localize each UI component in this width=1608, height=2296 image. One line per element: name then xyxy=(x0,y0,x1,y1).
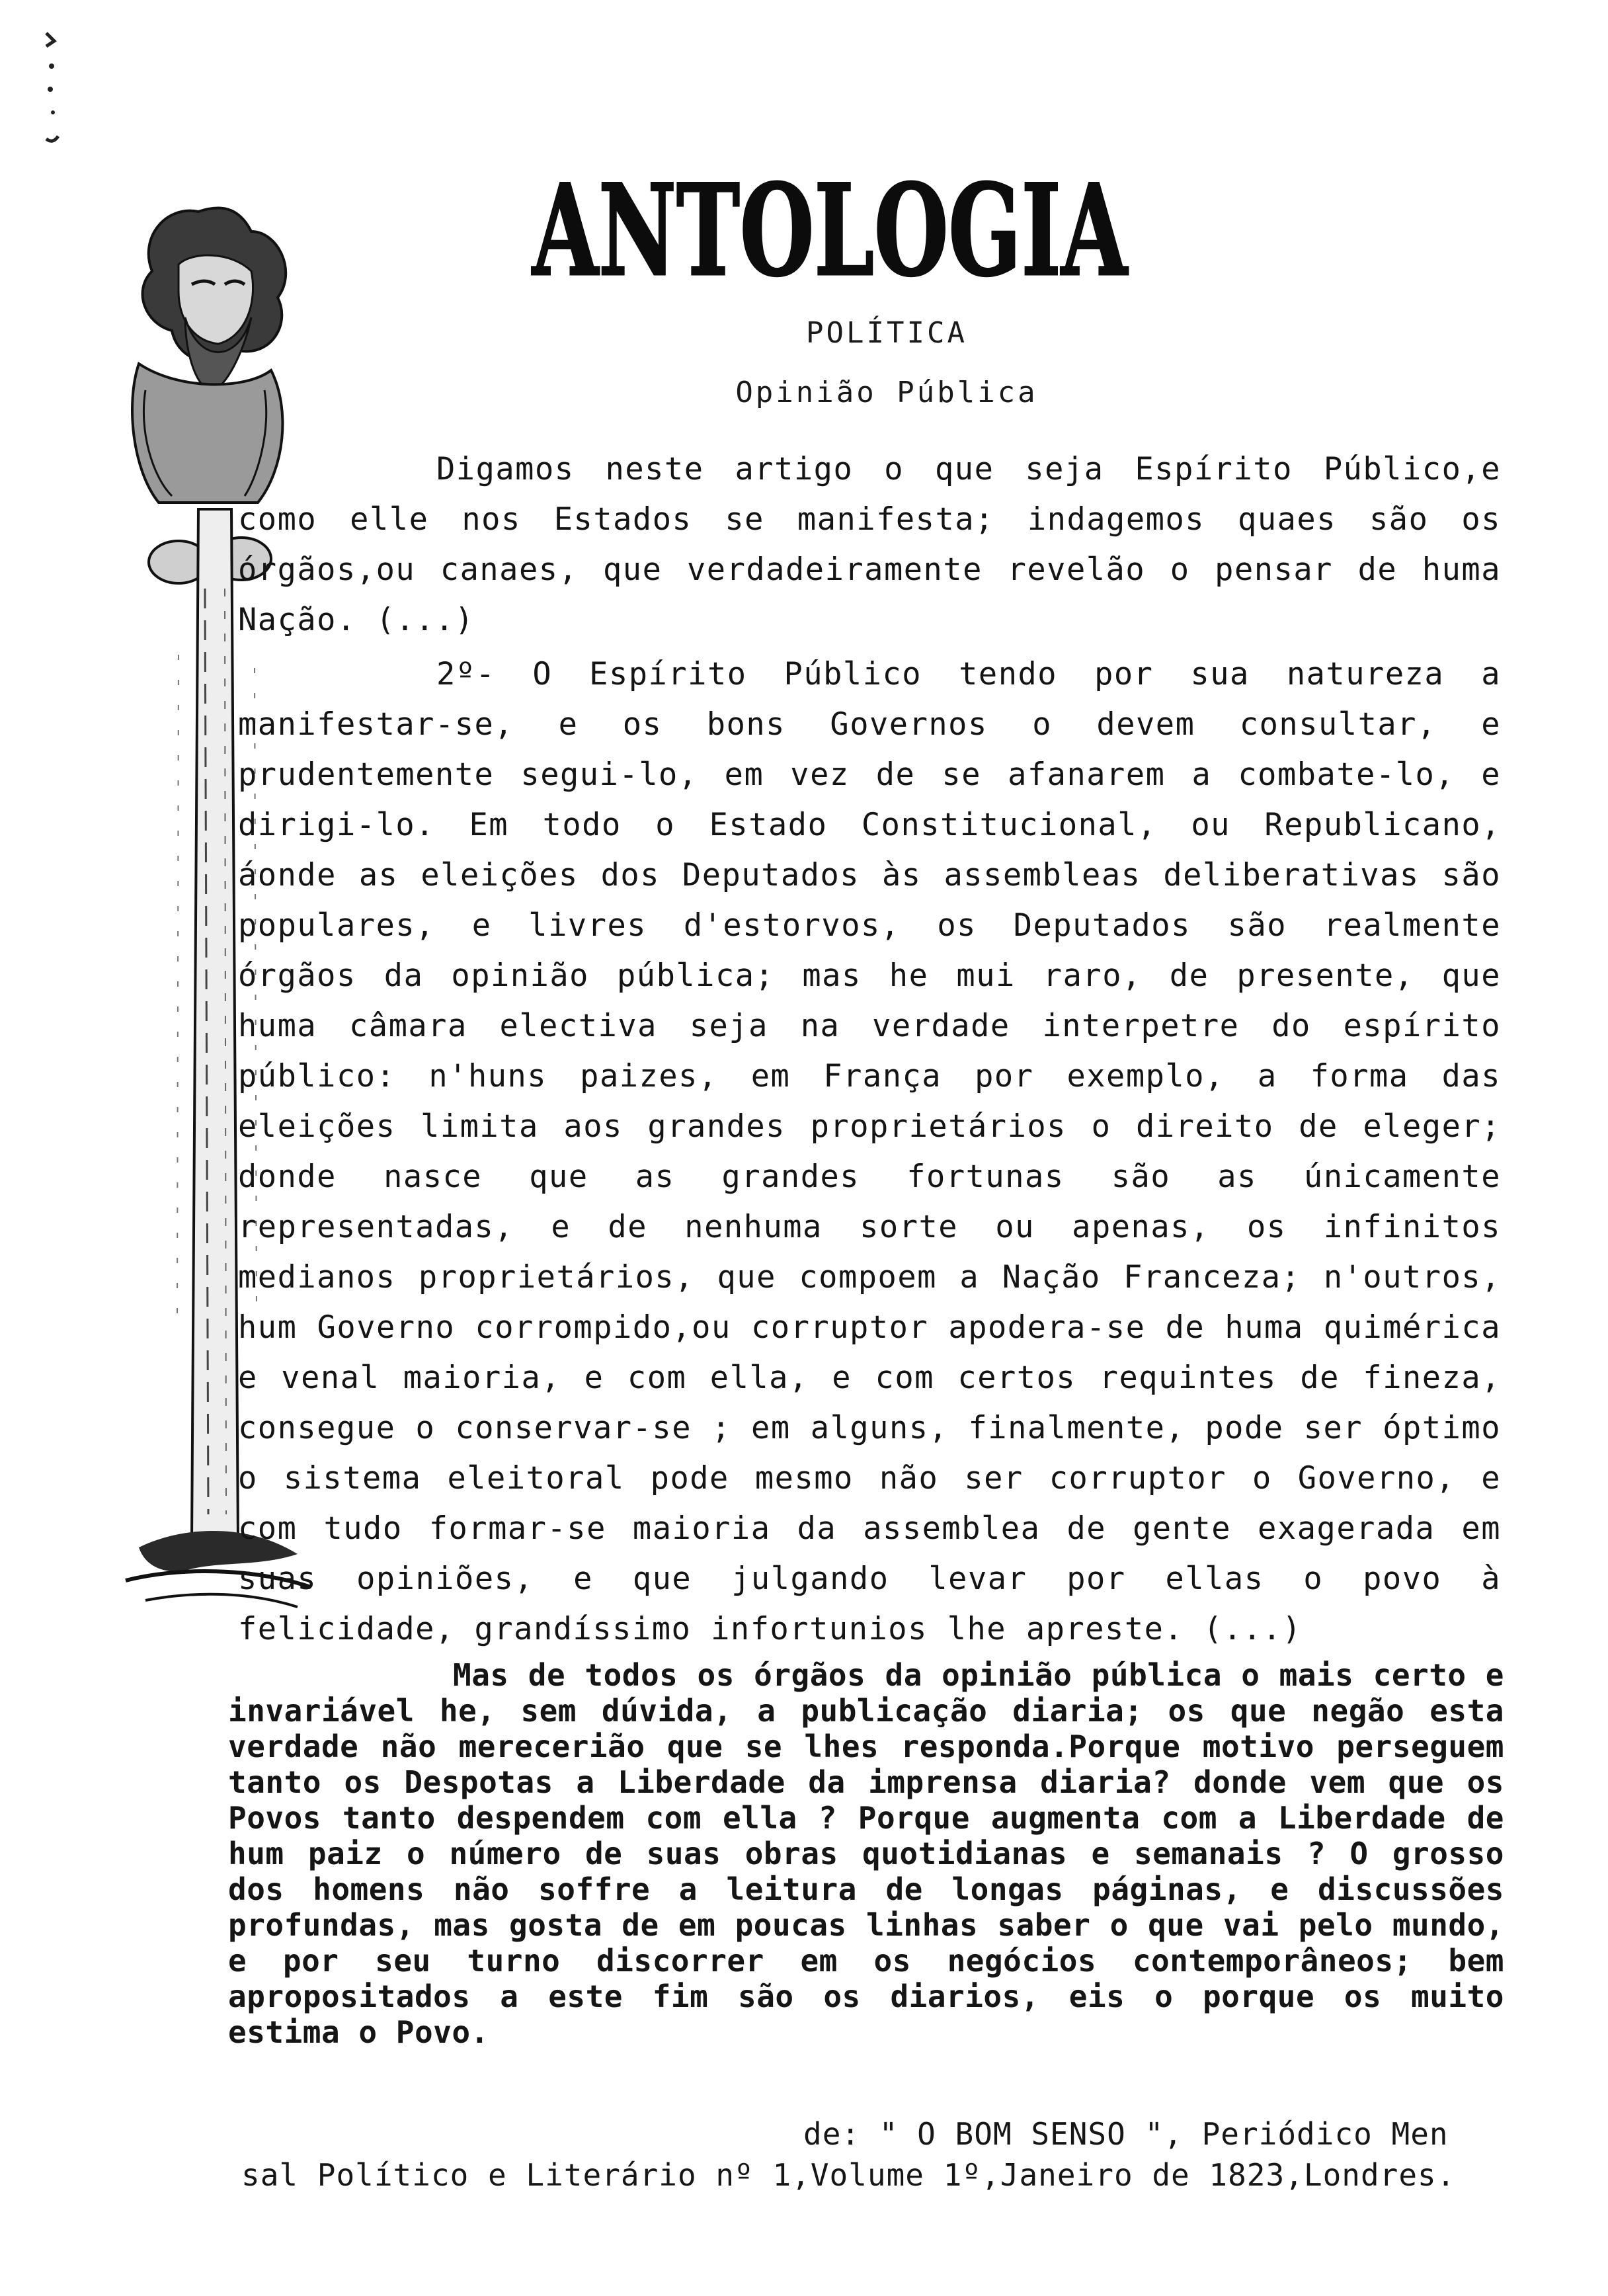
article-title: Opinião Pública xyxy=(735,376,1038,409)
paragraph-text: 2º- O Espírito Público tendo por sua natureza a manifestar-se, e os bons Governos o devem consultar, e prudentemente segui-lo, em vez de se afanarem a combate-lo, e dirigi-lo. Em todo o Estado Constitucional, ou Republicano, áonde as eleições dos Deputados às assembleas deliberativas são populares, e livres d'estorvos, os Deputados são realmente órgãos da opinião pública; mas he mui raro, de presente, que huma câmara electiva seja na verdade interpetre do espírito público: n'huns paizes, em França por exemplo, a forma das eleições limita aos grandes proprietários o direito de eleger; donde nasce que as grandes fortunas são as únicamente representadas, e de nenhuma sorte ou apenas, os infinitos medianos proprietários, que compoem a Nação Franceza; n'outros, hum Governo corrompido,ou corruptor apodera-se de huma quimérica e venal maioria, e com ella, e com certos requintes de fineza, consegue o conservar-se ; em alguns, finalmente, pode ser óptimo o sistema eleitoral pode mesmo não ser corruptor o Governo, e com tudo formar-se maioria da assemblea de gente exagerada em suas opiniões, e que julgando levar por ellas o povo à felicidade, grandíssimo infortunios lhe apreste. (...) xyxy=(238,656,1501,1647)
source-citation-line-1: de: " O BOM SENSO ", Periódico Men xyxy=(803,2116,1449,2152)
paragraph-text: Digamos neste artigo o que seja Espírito Público,e como elle nos Estados se manifesta; indagemos quaes são os órgãos,ou canaes, que verdadeiramente revelão o pensar de huma Nação. (...) xyxy=(238,451,1501,638)
source-citation-line-2: sal Político e Literário nº 1,Volume 1º,Janeiro de 1823,Londres. xyxy=(241,2157,1456,2193)
section-title: POLÍTICA xyxy=(806,316,967,350)
paragraph-text: Mas de todos os órgãos da opinião pública o mais certo e invariável he, sem dúvida, a publicação diaria; os que negão esta verdade não merecerião que se lhes responda.Porque motivo perseguem tanto os Despotas a Liberdade da imprensa diaria? donde vem que os Povos tanto despendem com ella ? Porque augmenta com a Liberdade de hum paiz o número de suas obras quotidianas e semanais ? O grosso dos homens não soffre a leitura de longas páginas, e discussões profundas, mas gosta de em poucas linhas saber o que vai pelo mundo, e por seu turno discorrer em os negócios contemporâneos; bem apropositados a este fim são os diarios, eis o porque os muito estima o Povo. xyxy=(228,1657,1504,2050)
masthead-text: ANTOLOGIA xyxy=(531,157,1129,304)
article-paragraph-1 xyxy=(238,444,1501,645)
margin-marks xyxy=(26,20,79,152)
article-paragraph-2 xyxy=(238,649,1501,1655)
masthead-title xyxy=(516,157,1144,304)
article-paragraph-3 xyxy=(228,1657,1504,2050)
